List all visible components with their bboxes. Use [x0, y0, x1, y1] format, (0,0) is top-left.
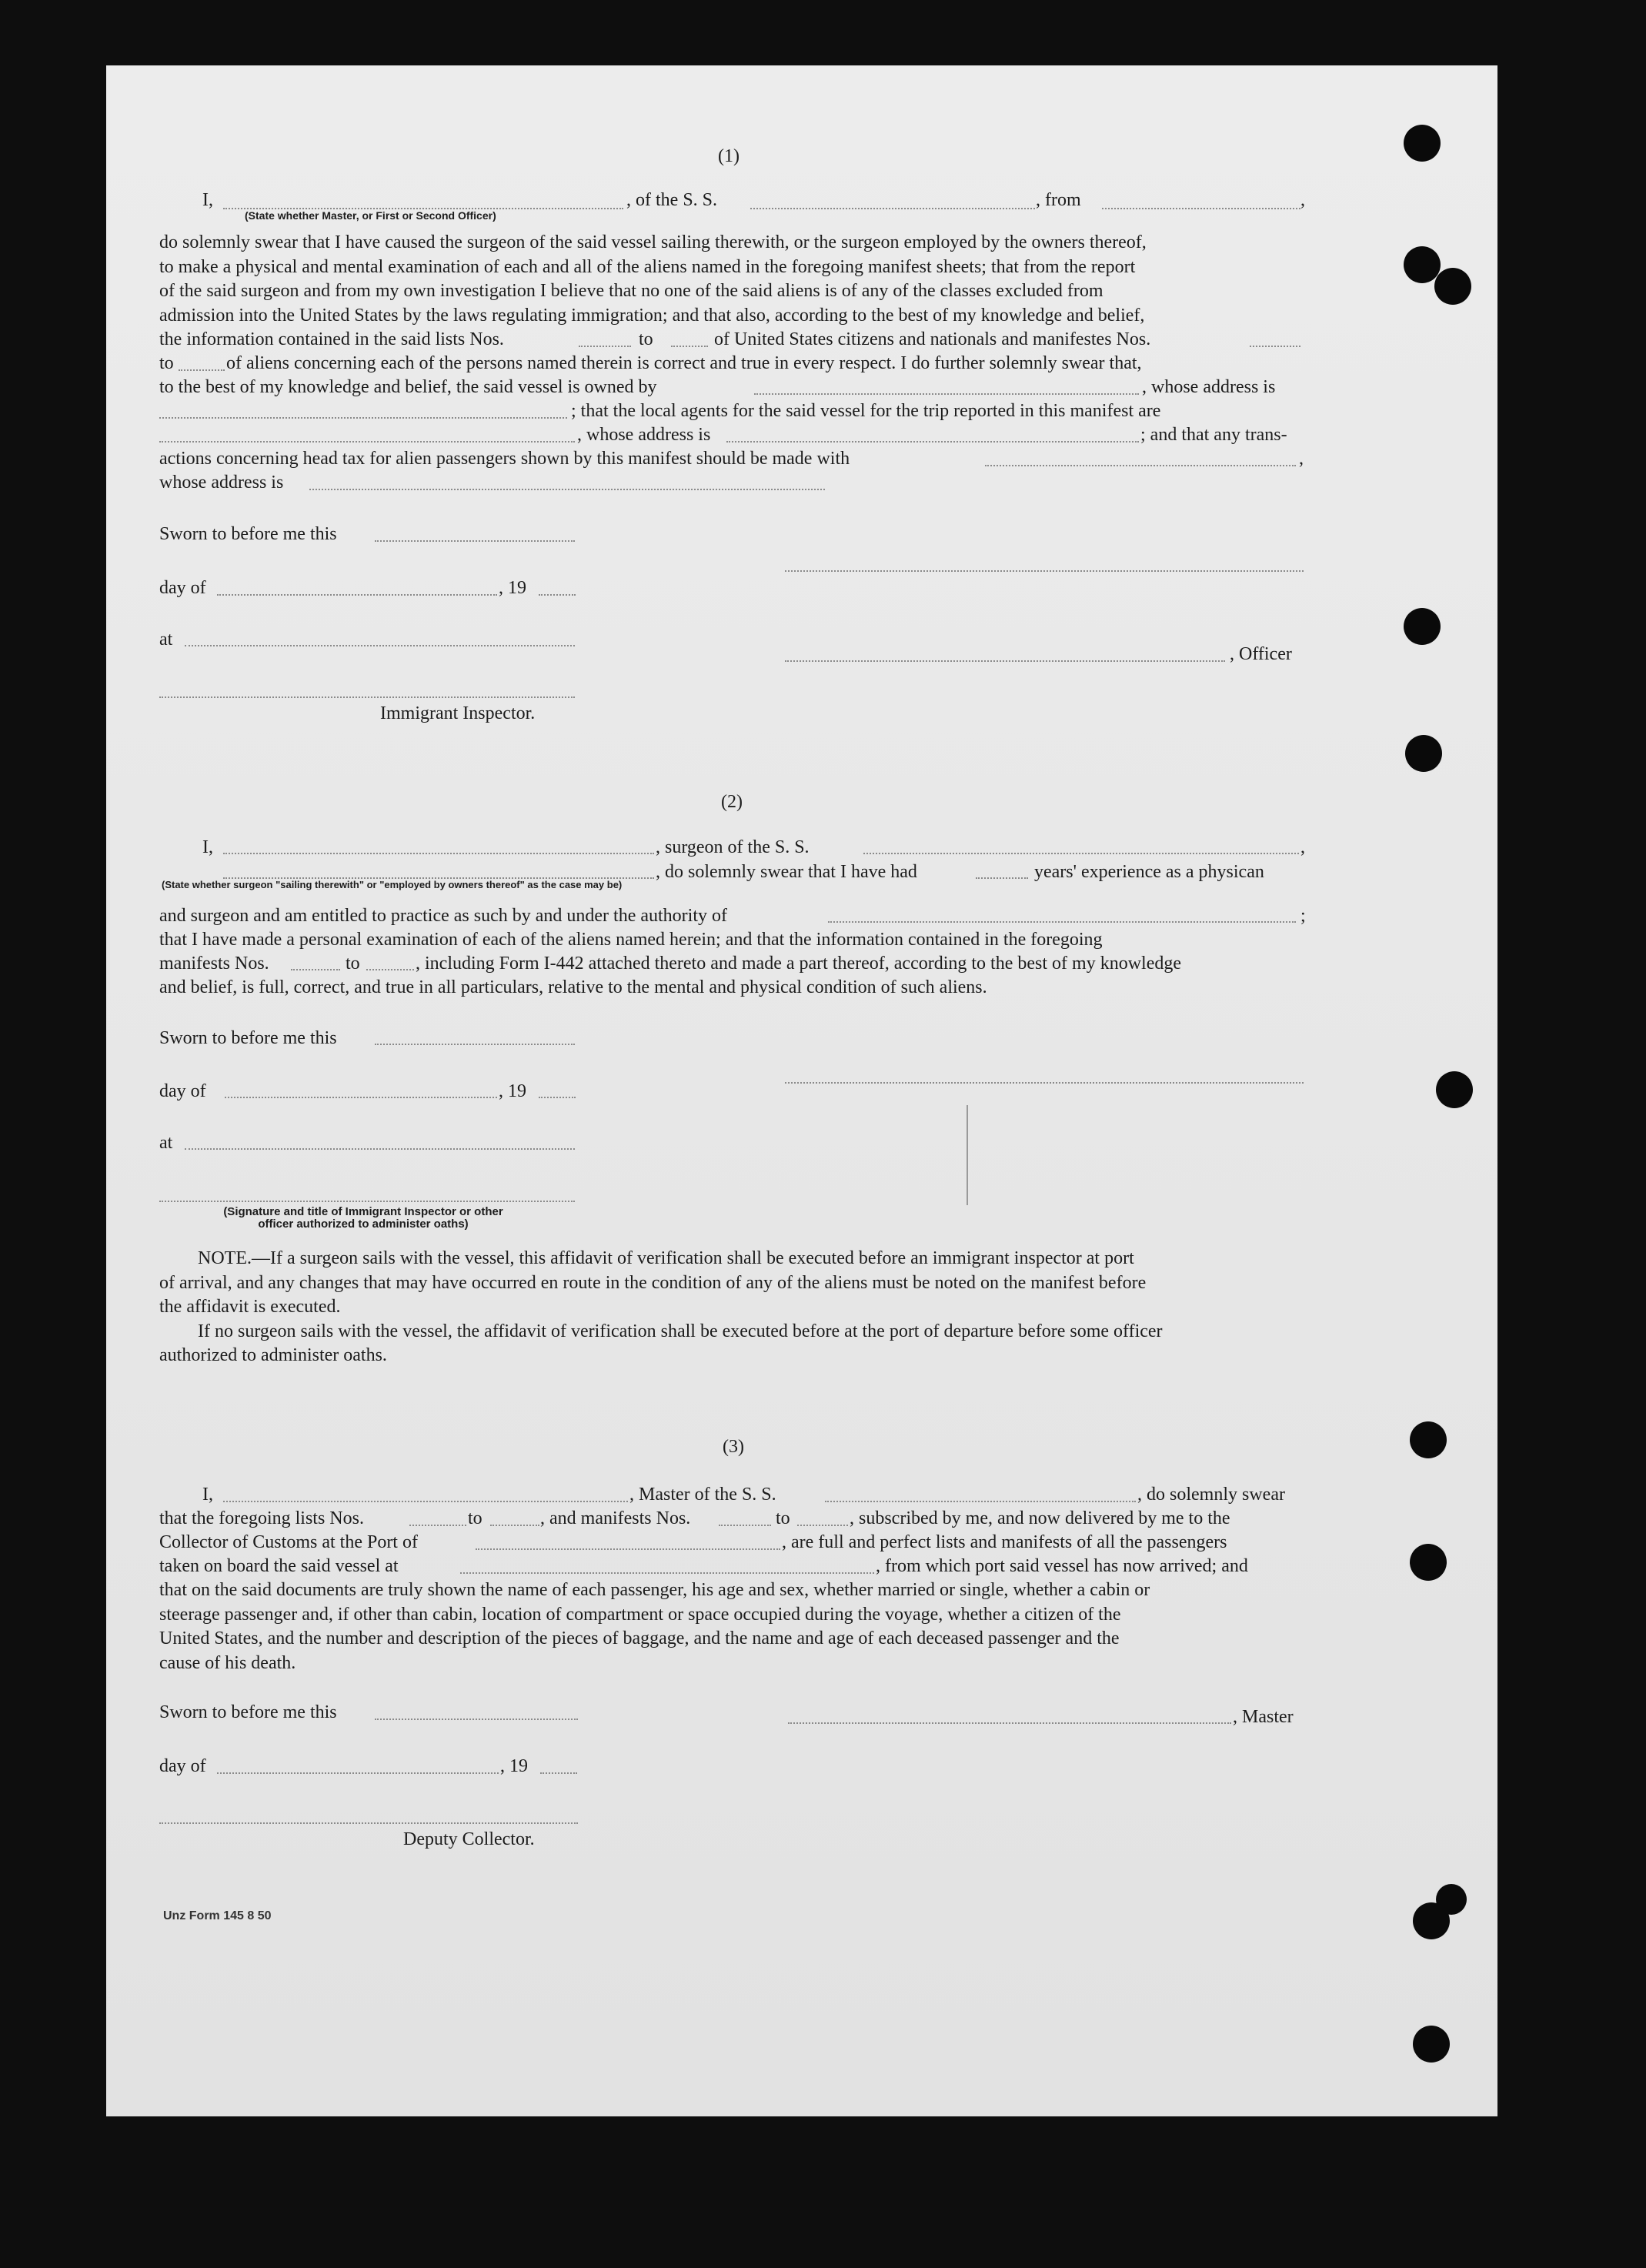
punch-hole — [1404, 608, 1441, 645]
s3-port-field[interactable] — [476, 1548, 780, 1550]
s2-line1-end: , — [1300, 837, 1305, 857]
s3-lists-from-field[interactable] — [409, 1525, 466, 1526]
s2-manifests-from-field[interactable] — [291, 969, 340, 970]
s1-agents: ; that the local agents for the said vessel for the trip reported in this manifest are — [571, 401, 1161, 421]
s1-ship-field[interactable] — [750, 208, 1035, 209]
s3-line1-end: , do solemnly swear — [1137, 1485, 1285, 1505]
s2-line3: and surgeon and am entitled to practice as such by and under the authority of — [159, 906, 727, 926]
s3-manifests-to-field[interactable] — [797, 1525, 848, 1526]
s2-vertical-rule — [967, 1105, 968, 1205]
s1-inspector-field[interactable] — [159, 696, 575, 698]
s1-officer: , Officer — [1230, 644, 1292, 664]
s1-owner-address-field[interactable] — [159, 417, 567, 419]
s3-manifests-from-field[interactable] — [719, 1525, 771, 1526]
s3-line4-a: taken on board the said vessel at — [159, 1556, 399, 1576]
s1-nos-b: of United States citizens and nationals and manifestes Nos. — [714, 329, 1151, 349]
section-2-heading: (2) — [721, 792, 743, 812]
s3-sworn-field[interactable] — [375, 1719, 578, 1720]
s1-body-line: admission into the United States by the laws regulating immigration; and that also, according to the best of my knowledge and belief, — [159, 305, 1145, 326]
s2-line6 — [159, 976, 1306, 1000]
s2-sworn: Sworn to before me this — [159, 1028, 337, 1048]
s3-line4-b: , from which port said vessel has now arrived; and — [876, 1556, 1248, 1576]
punch-hole — [1404, 246, 1441, 283]
s1-from-field[interactable] — [1102, 208, 1300, 209]
form-number: Unz Form 145 8 50 — [163, 1909, 272, 1922]
s3-sworn: Sworn to before me this — [159, 1702, 337, 1722]
s2-signature-field[interactable] — [785, 1082, 1304, 1084]
s2-line5-b: , including Form I-442 attached thereto and made a part thereof, according to the best of my knowledge — [416, 954, 1182, 974]
s1-master-note: (State whether Master, or First or Second Officer) — [245, 209, 496, 222]
s3-line3-a: Collector of Customs at the Port of — [159, 1532, 418, 1552]
s2-sworn-field[interactable] — [375, 1044, 575, 1045]
s1-nos-to: to — [639, 329, 653, 349]
s2-line5-to: to — [346, 954, 360, 974]
s2-note-line: the affidavit is executed. — [159, 1297, 341, 1317]
s3-line2-c: , subscribed by me, and now delivered by me to the — [850, 1508, 1230, 1528]
s3-embark-field[interactable] — [460, 1572, 874, 1574]
s2-manifests-to-field[interactable] — [366, 969, 414, 970]
s1-headtax-field[interactable] — [985, 465, 1296, 466]
s1-owner-field[interactable] — [754, 393, 1139, 395]
s1-trans: actions concerning head tax for alien passengers shown by this manifest should be made with — [159, 449, 850, 469]
s3-deputy: Deputy Collector. — [403, 1829, 535, 1849]
s1-at: at — [159, 630, 173, 650]
s3-collector-field[interactable] — [159, 1822, 578, 1824]
s3-ship-field[interactable] — [825, 1501, 1136, 1502]
s1-trans-end: , — [1299, 449, 1304, 469]
s2-year: , 19 — [499, 1081, 526, 1101]
s1-day-field[interactable] — [217, 594, 497, 596]
s2-at: at — [159, 1133, 173, 1153]
s2-sig-note-2: officer authorized to administer oaths) — [258, 1218, 469, 1231]
s2-note-line: If no surgeon sails with the vessel, the affidavit of verification shall be executed before at the port of departure before some officer — [198, 1321, 1163, 1341]
s2-line3-end: ; — [1300, 906, 1306, 926]
s1-agents-field[interactable] — [159, 441, 575, 443]
s2-swear: , do solemnly swear that I have had — [656, 862, 917, 882]
s3-year: , 19 — [500, 1756, 528, 1776]
s2-years: years' experience as a physican — [1034, 862, 1264, 882]
section-3-heading: (3) — [723, 1437, 744, 1457]
s1-owned: to the best of my knowledge and belief, the said vessel is owned by — [159, 377, 657, 397]
s3-line3-b: , are full and perfect lists and manifests of all the passengers — [782, 1532, 1227, 1552]
s3-body-line: United States, and the number and description of the pieces of baggage, and the name and age of each deceased passenger and the — [159, 1628, 1120, 1648]
s1-agents-address-field[interactable] — [726, 441, 1139, 443]
s2-surgeon-name-field[interactable] — [223, 853, 654, 854]
punch-hole — [1413, 2026, 1450, 2063]
s1-year: , 19 — [499, 578, 526, 598]
s2-inspector-field[interactable] — [159, 1201, 575, 1202]
s1-at-field[interactable] — [185, 645, 575, 646]
s1-to-label: to — [159, 353, 174, 373]
s1-inspector: Immigrant Inspector. — [380, 703, 536, 723]
s1-whose: whose address is — [159, 473, 284, 493]
s1-lists-from-field[interactable] — [579, 346, 631, 347]
s1-i-label: I, — [202, 190, 213, 210]
s1-manifests-from-field[interactable] — [1250, 346, 1300, 347]
s1-manifests-to-field[interactable] — [179, 369, 225, 371]
s2-ship-field[interactable] — [863, 853, 1299, 854]
s2-i-label: I, — [202, 837, 213, 857]
s3-year-field[interactable] — [540, 1772, 577, 1774]
punch-hole — [1405, 735, 1442, 772]
s3-day-field[interactable] — [217, 1772, 499, 1774]
s3-master: , Master — [1233, 1707, 1294, 1727]
s3-line2-to1: to — [468, 1508, 482, 1528]
s3-day-of: day of — [159, 1756, 206, 1776]
s3-i-label: I, — [202, 1485, 213, 1505]
s1-comma: , — [1300, 190, 1305, 210]
s1-nos-a: the information contained in the said lists Nos. — [159, 329, 504, 349]
s1-from-label: , from — [1036, 190, 1081, 210]
punch-hole — [1404, 125, 1441, 162]
section-1-heading: (1) — [718, 146, 740, 166]
s2-body-line: and belief, is full, correct, and true in all particulars, relative to the mental and physical condition of such aliens. — [159, 977, 987, 997]
s1-body-line: do solemnly swear that I have caused the surgeon of the said vessel sailing therewith, or the surgeon employed by the owners thereof, — [159, 232, 1147, 252]
s1-signature-field[interactable] — [785, 570, 1304, 572]
s1-sworn: Sworn to before me this — [159, 524, 337, 544]
punch-hole — [1434, 268, 1471, 305]
s2-years-field[interactable] — [976, 877, 1028, 879]
s2-authority-field[interactable] — [828, 921, 1296, 923]
s1-addr-end: ; and that any trans- — [1140, 425, 1287, 445]
s3-line2-b: , and manifests Nos. — [540, 1508, 691, 1528]
s3-lists-to-field[interactable] — [490, 1525, 539, 1526]
s1-addr: , whose address is — [577, 425, 711, 445]
s1-day-of: day of — [159, 578, 206, 598]
s3-master-name-field[interactable] — [223, 1501, 628, 1502]
s2-line5-a: manifests Nos. — [159, 954, 269, 974]
s1-owned-end: , whose address is — [1142, 377, 1276, 397]
s2-at-field[interactable] — [185, 1148, 575, 1150]
s1-body-line: of the said surgeon and from my own investigation I believe that no one of the said aliens is of any of the classes excluded from — [159, 281, 1103, 301]
s1-body — [159, 231, 1306, 328]
s2-sig-note-1: (Signature and title of Immigrant Inspector or other — [223, 1205, 503, 1218]
s1-officer-sign-field[interactable] — [785, 660, 1225, 662]
s3-body-line: steerage passenger and, if other than cabin, location of compartment or space occupied during the voyage, whether a citizen of the — [159, 1604, 1121, 1625]
s1-to-rest: of aliens concerning each of the persons named therein is correct and true in every respect. I do further solemnly swear that, — [226, 353, 1142, 373]
s3-master-sign-field[interactable] — [788, 1722, 1231, 1724]
s3-master-ss: , Master of the S. S. — [629, 1485, 776, 1505]
punch-hole — [1410, 1544, 1447, 1581]
s1-lists-to-field[interactable] — [671, 346, 708, 347]
s2-note — [159, 1247, 1306, 1368]
s2-day-of: day of — [159, 1081, 206, 1101]
s1-year-field[interactable] — [539, 594, 576, 596]
s2-day-field[interactable] — [225, 1097, 497, 1098]
s3-line2-a: that the foregoing lists Nos. — [159, 1508, 364, 1528]
s1-headtax-address-field[interactable] — [309, 489, 825, 490]
s2-note-line: NOTE.—If a surgeon sails with the vessel, this affidavit of verification shall be executed before an immigrant inspector at port — [198, 1248, 1134, 1268]
s2-body-line: that I have made a personal examination of each of the aliens named herein; and that the information contained in the foregoing — [159, 930, 1103, 950]
s3-body — [159, 1578, 1306, 1675]
s2-surgeon-ss: , surgeon of the S. S. — [656, 837, 810, 857]
s2-note-line: authorized to administer oaths. — [159, 1345, 387, 1365]
s3-body-line: that on the said documents are truly shown the name of each passenger, his age and sex, whether married or single, whether a cabin or — [159, 1580, 1150, 1600]
s3-line2-to2: to — [776, 1508, 790, 1528]
s1-body-line: to make a physical and mental examination of each and all of the aliens named in the foregoing manifest sheets; that from the report — [159, 256, 1136, 277]
s2-line4 — [159, 928, 1306, 953]
s3-body-line: cause of his death. — [159, 1652, 296, 1673]
punch-hole — [1410, 1421, 1447, 1458]
s2-note-line: of arrival, and any changes that may have occurred en route in the condition of any of the aliens must be noted on the manifest before — [159, 1272, 1147, 1293]
punch-hole — [1436, 1884, 1467, 1915]
s2-year-field[interactable] — [539, 1097, 576, 1098]
s1-sworn-field[interactable] — [375, 540, 575, 542]
s1-of-ss-label: , of the S. S. — [626, 190, 718, 210]
s2-surgeon-note: (State whether surgeon "sailing therewith" or "employed by owners thereof" as the case may be) — [162, 879, 623, 890]
punch-hole — [1436, 1071, 1473, 1108]
